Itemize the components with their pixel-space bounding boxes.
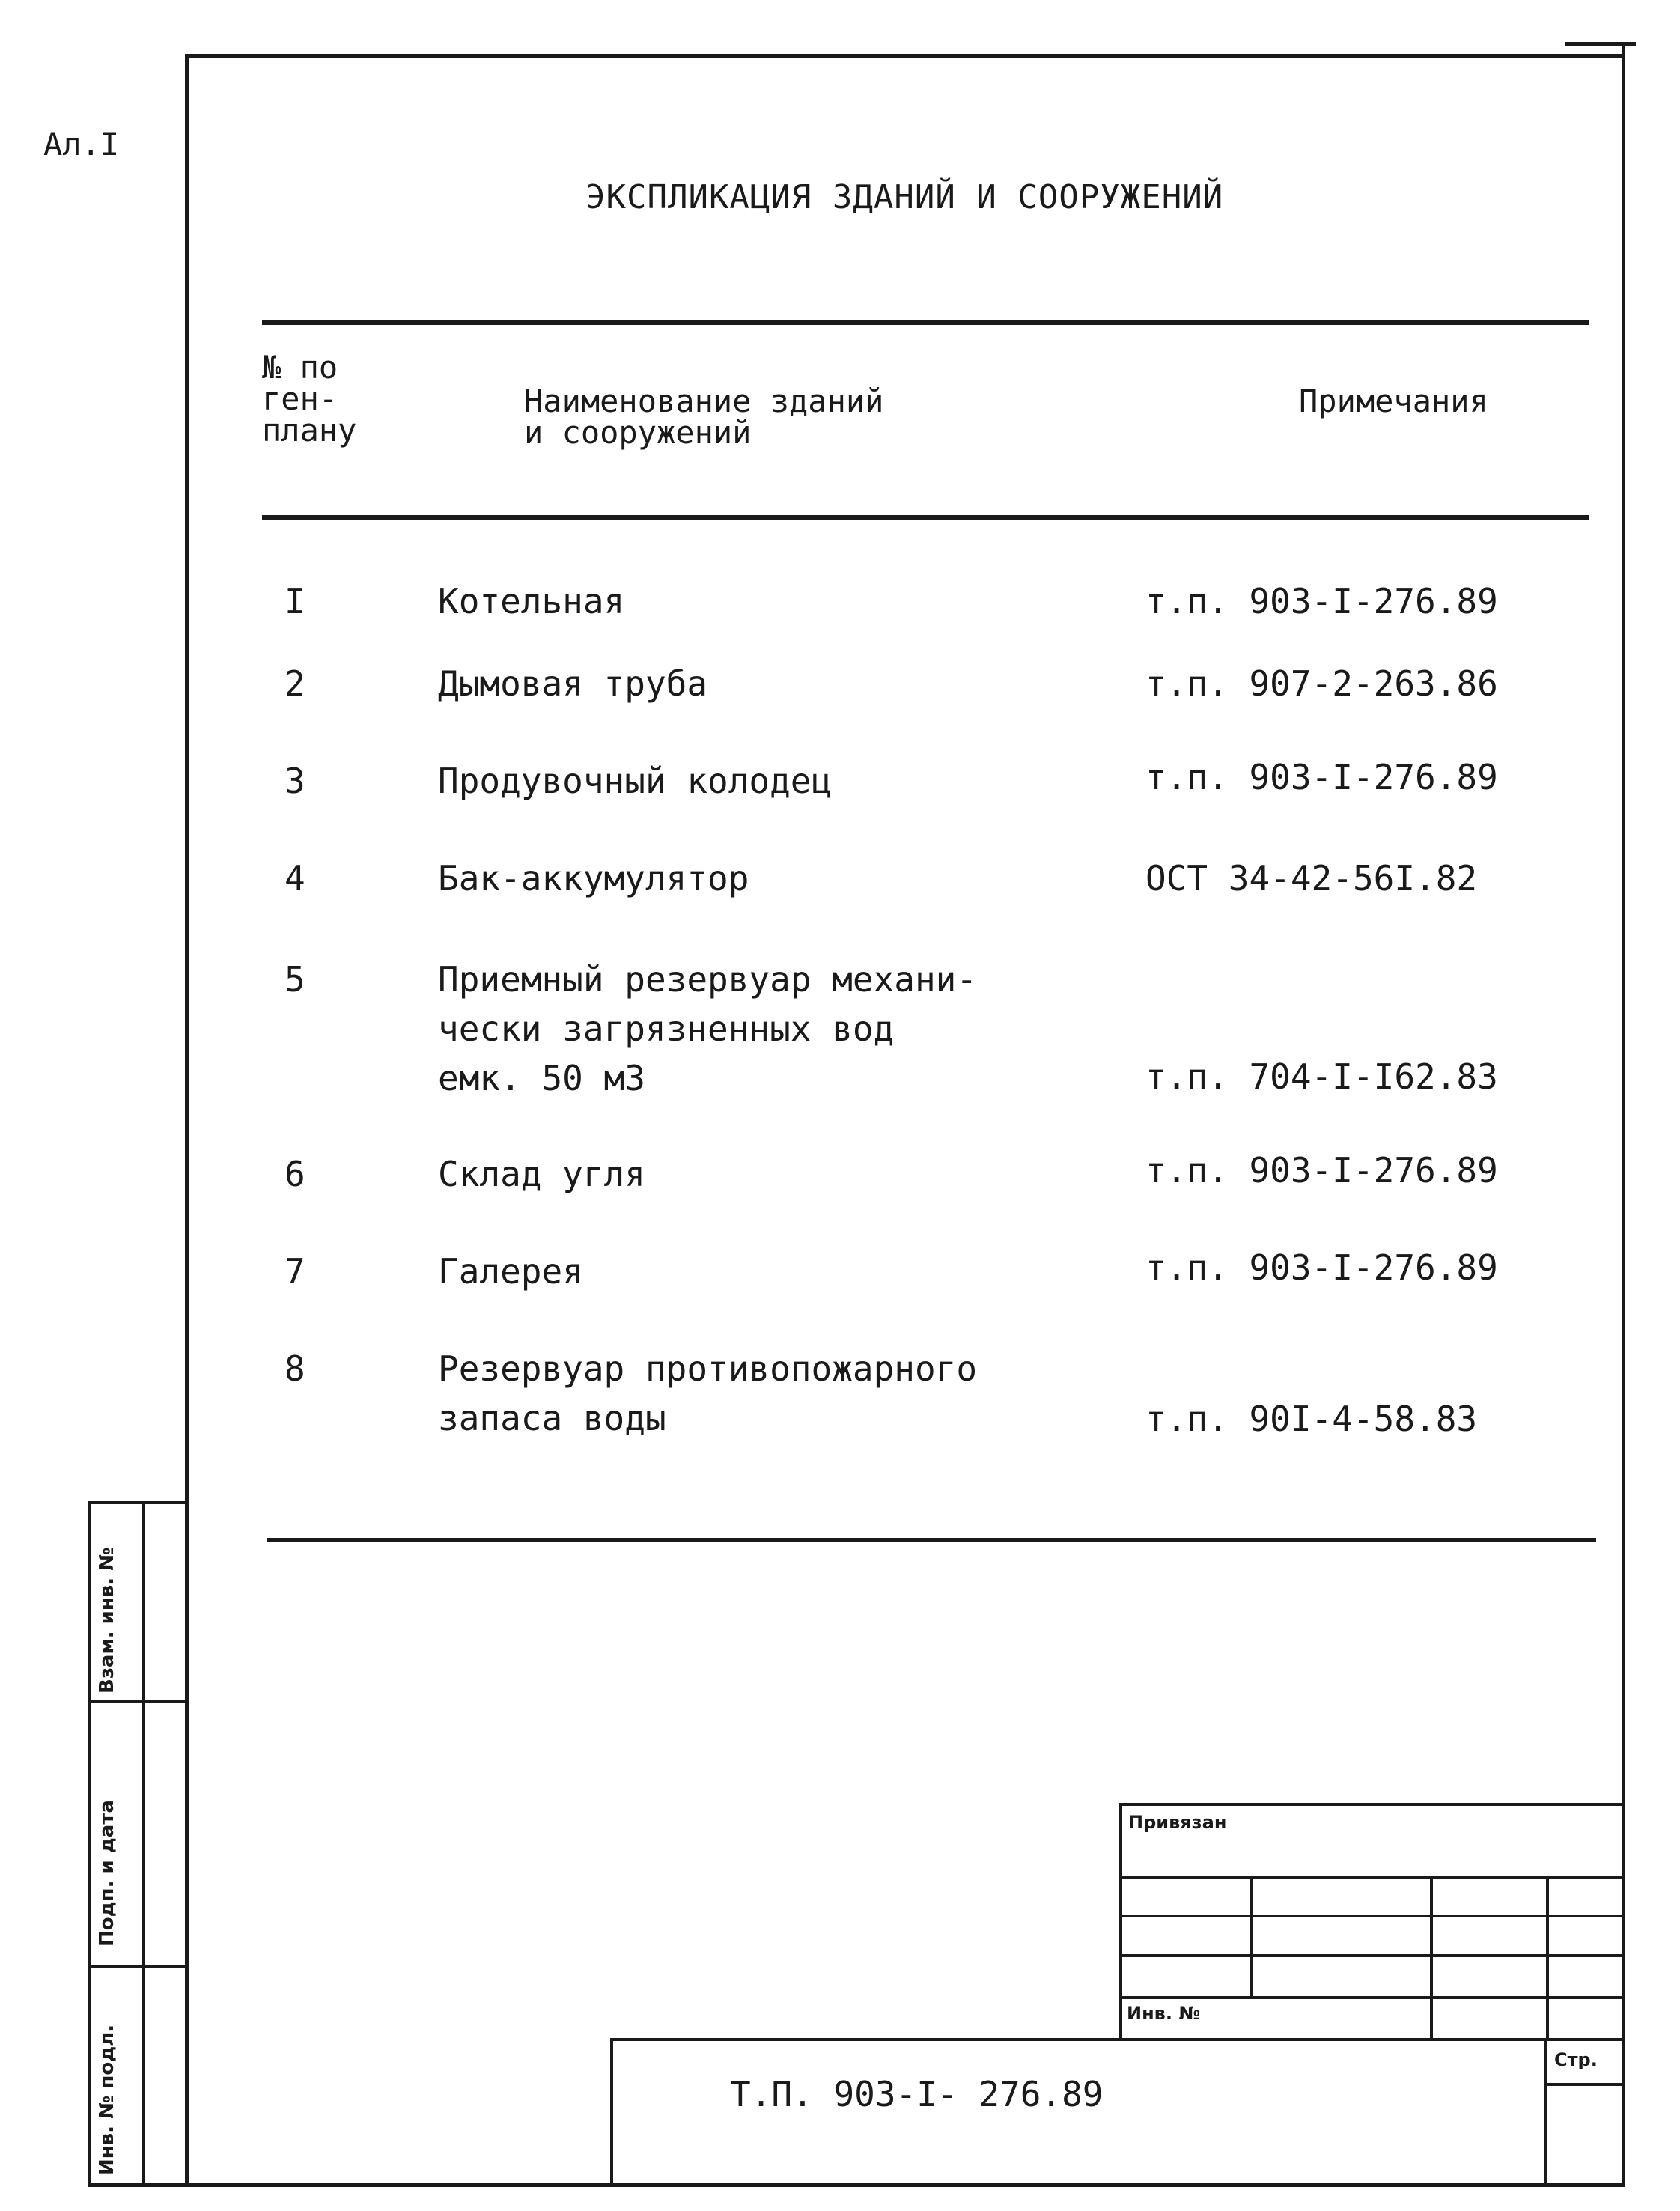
stamp-inv-podl: Инв. № подл. — [96, 2024, 118, 2175]
row-note: т.п. 903-I-276.89 — [1145, 1247, 1498, 1288]
row-number: 3 — [284, 761, 305, 801]
document-title: ЭКСПЛИКАЦИЯ ЗДАНИЙ И СООРУЖЕНИЙ — [585, 178, 1224, 216]
row-note: т.п. 903-I-276.89 — [1145, 757, 1498, 797]
stamp-vzam-inv: Взам. инв. № — [96, 1547, 118, 1694]
row-number: 8 — [284, 1348, 305, 1389]
title-block-code-left — [610, 2038, 613, 2186]
page-label: Стр. — [1554, 2049, 1598, 2070]
page-cell-divider — [1544, 2083, 1622, 2086]
title-block-col — [1546, 1876, 1549, 2041]
header-notes: Примечания — [1299, 383, 1488, 419]
row-number: 6 — [284, 1154, 305, 1194]
title-block-code-top — [610, 2038, 1622, 2041]
sheet-label: Ал.I — [43, 126, 120, 162]
row-name: Приемный резервуар механи- чески загрязненных вод емк. 50 м3 — [438, 959, 978, 1098]
row-name: Котельная — [438, 581, 625, 621]
frame-bottom-border — [88, 2183, 1625, 2187]
row-name: Дымовая труба — [438, 663, 708, 704]
row-name: Бак-аккумулятор — [438, 858, 749, 898]
title-block-top — [1119, 1803, 1622, 1806]
row-number: 5 — [284, 959, 305, 1000]
row-note: т.п. 704-I-I62.83 — [1145, 1056, 1498, 1097]
row-number: 4 — [284, 858, 305, 898]
title-block-code-right — [1544, 2038, 1547, 2186]
table-bottom-rule — [267, 1538, 1596, 1542]
title-block-col — [1250, 1876, 1253, 1997]
row-number: 2 — [284, 663, 305, 704]
row-note: т.п. 903-I-276.89 — [1145, 581, 1498, 621]
title-block-left — [1119, 1803, 1122, 2041]
row-name: Продувочный колодец — [438, 761, 833, 801]
row-note: ОСТ 34-42-56I.82 — [1145, 858, 1478, 898]
frame-right-border — [1622, 45, 1625, 2187]
margin-stamp-separator — [88, 1965, 188, 1968]
header-name: Наименование зданий и сооружений — [524, 383, 884, 451]
table-header-rule — [262, 515, 1589, 520]
row-note: т.п. 907-2-263.86 — [1145, 663, 1498, 704]
document-code: Т.П. 903-I- 276.89 — [730, 2074, 1104, 2114]
row-name: Склад угля — [438, 1154, 645, 1194]
privyazan-label: Привязан — [1128, 1812, 1227, 1833]
inv-no-label: Инв. № — [1127, 2003, 1201, 2024]
margin-stamp-divider — [142, 1501, 145, 2183]
row-name: Резервуар противопожарного запаса воды — [438, 1348, 978, 1438]
row-note: т.п. 903-I-276.89 — [1145, 1150, 1498, 1190]
margin-stamp-separator — [88, 1700, 188, 1703]
header-number: № по ген- плану — [262, 349, 357, 448]
title-block-col — [1430, 1876, 1433, 2041]
frame-top-border — [185, 54, 1624, 58]
row-name: Галерея — [438, 1251, 583, 1292]
row-note: т.п. 90I-4-58.83 — [1145, 1399, 1478, 1439]
row-number: 7 — [284, 1251, 305, 1292]
stamp-podp-data: Подп. и дата — [96, 1800, 118, 1947]
table-top-rule — [262, 320, 1589, 325]
row-number: I — [284, 581, 305, 621]
